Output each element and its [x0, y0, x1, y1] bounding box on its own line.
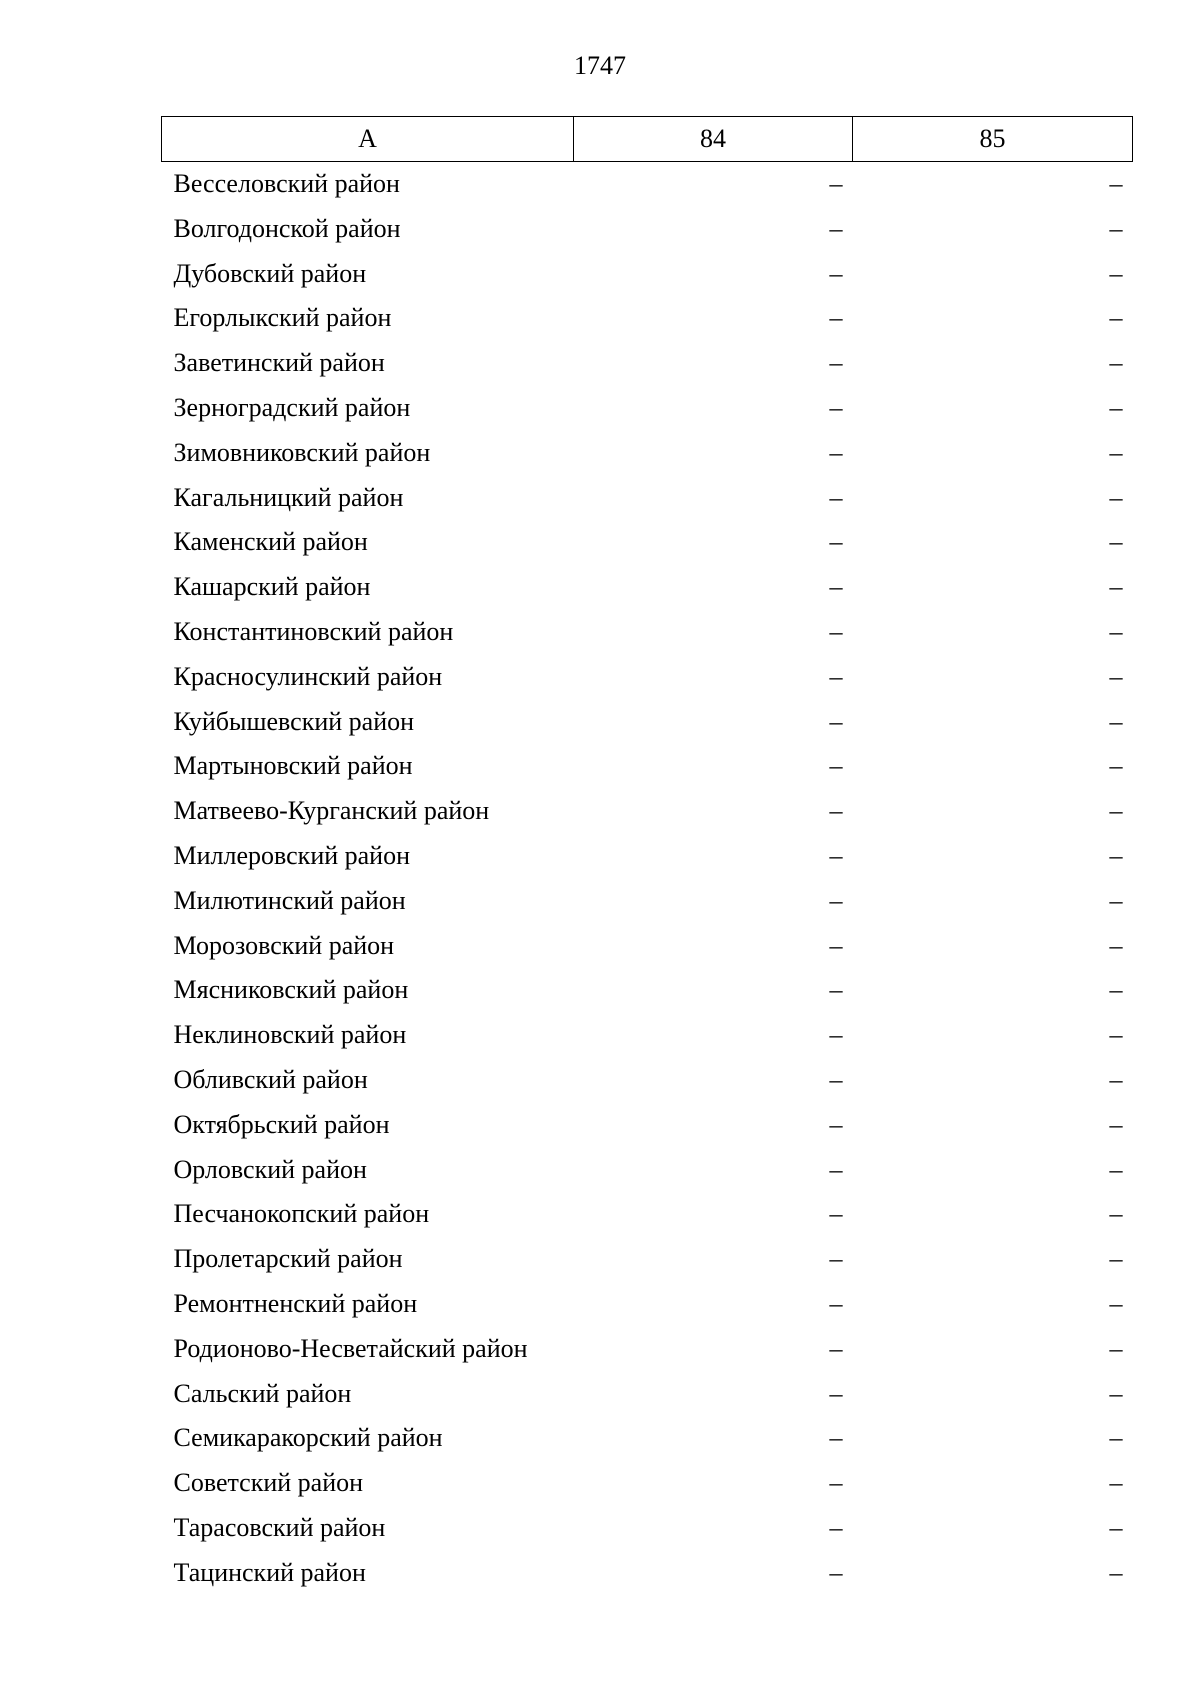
district-name: Неклиновский район: [173, 1020, 407, 1050]
district-name: Обливский район: [173, 1064, 368, 1094]
table-row: [162, 520, 1133, 565]
value-85: –: [1109, 169, 1123, 198]
value-85: –: [1109, 885, 1123, 915]
value-85: –: [1109, 1064, 1123, 1094]
value-85: –: [1109, 930, 1123, 960]
value-85: –: [1109, 258, 1123, 288]
value-85: –: [1109, 1557, 1123, 1587]
table-row: [162, 341, 1133, 386]
table-row: [162, 1416, 1133, 1461]
value-84: –: [829, 1154, 843, 1184]
value-85: –: [1109, 1020, 1123, 1050]
district-name: Песчанокопский район: [173, 1199, 430, 1229]
table-row: [162, 1103, 1133, 1148]
district-name: Заветинский район: [173, 348, 385, 378]
column-header-a: А: [162, 117, 574, 162]
value-84: –: [829, 169, 843, 198]
value-84: –: [829, 1109, 843, 1139]
column-header-85: 85: [853, 117, 1133, 162]
value-84: –: [829, 1378, 843, 1408]
value-85: –: [1109, 1154, 1123, 1184]
value-84: –: [829, 1512, 843, 1542]
district-name: Мартыновский район: [173, 751, 413, 781]
district-name: Пролетарский район: [173, 1244, 403, 1274]
value-85: –: [1109, 661, 1123, 691]
value-85: –: [1109, 1512, 1123, 1542]
table-row: [162, 476, 1133, 521]
table-header-row: [162, 117, 1133, 162]
value-85: –: [1109, 437, 1123, 467]
table-row: [162, 1506, 1133, 1551]
value-84: –: [829, 751, 843, 781]
table-row: [162, 252, 1133, 297]
district-name: Тарасовский район: [173, 1512, 386, 1542]
column-header-84: 84: [574, 117, 853, 162]
district-name: Каменский район: [173, 527, 368, 557]
district-name: Кагальницкий район: [173, 482, 404, 512]
table-row: [162, 1551, 1133, 1596]
table-row: [162, 207, 1133, 252]
value-85: –: [1109, 482, 1123, 512]
table-row: [162, 1058, 1133, 1103]
district-name: Красносулинский район: [173, 661, 443, 691]
value-85: –: [1109, 303, 1123, 333]
value-84: –: [829, 437, 843, 467]
district-name: Весселовский район: [173, 169, 400, 198]
value-85: –: [1109, 213, 1123, 243]
district-table: [161, 116, 1133, 1596]
table-row: [162, 610, 1133, 655]
district-name: Дубовский район: [173, 258, 367, 288]
district-name: Матвеево-Курганский район: [173, 796, 490, 826]
value-84: –: [829, 482, 843, 512]
value-84: –: [829, 885, 843, 915]
district-name: Волгодонской район: [173, 213, 401, 243]
district-name: Орловский район: [173, 1154, 367, 1184]
district-name: Куйбышевский район: [173, 706, 415, 736]
district-name: Морозовский район: [173, 930, 395, 960]
table-body: [162, 162, 1133, 1596]
value-85: –: [1109, 1199, 1123, 1229]
value-84: –: [829, 1199, 843, 1229]
value-84: –: [829, 392, 843, 422]
value-84: –: [829, 572, 843, 602]
district-name: Мясниковский район: [173, 975, 409, 1005]
page-number: 1747: [574, 51, 626, 80]
value-85: –: [1109, 796, 1123, 826]
district-name: Зимовниковский район: [173, 437, 431, 467]
value-85: –: [1109, 706, 1123, 736]
district-name: Милютинский район: [173, 885, 406, 915]
table-row: [162, 789, 1133, 834]
value-84: –: [829, 1423, 843, 1453]
value-84: –: [829, 1020, 843, 1050]
table-row: [162, 1327, 1133, 1372]
district-name: Егорлыкский район: [173, 303, 392, 333]
value-84: –: [829, 1468, 843, 1498]
table-row: [162, 879, 1133, 924]
table-row: [162, 700, 1133, 745]
value-84: –: [829, 1288, 843, 1318]
table-row: [162, 834, 1133, 879]
value-84: –: [829, 840, 843, 870]
value-85: –: [1109, 616, 1123, 646]
value-84: –: [829, 527, 843, 557]
value-84: –: [829, 348, 843, 378]
table-row: [162, 431, 1133, 476]
value-84: –: [829, 1064, 843, 1094]
table-row: [162, 924, 1133, 969]
district-name: Октябрьский район: [173, 1109, 390, 1139]
value-84: –: [829, 661, 843, 691]
value-85: –: [1109, 840, 1123, 870]
value-85: –: [1109, 975, 1123, 1005]
value-85: –: [1109, 1288, 1123, 1318]
district-name: Кашарский район: [173, 572, 371, 602]
table-row: [162, 1237, 1133, 1282]
table-row: [162, 1148, 1133, 1193]
value-84: –: [829, 796, 843, 826]
value-85: –: [1109, 1109, 1123, 1139]
value-84: –: [829, 930, 843, 960]
value-84: –: [829, 616, 843, 646]
district-name: Ремонтненский район: [173, 1288, 418, 1318]
value-85: –: [1109, 1378, 1123, 1408]
table-row: [162, 1013, 1133, 1058]
district-name: Сальский район: [173, 1378, 352, 1408]
table-row: [162, 1192, 1133, 1237]
value-85: –: [1109, 392, 1123, 422]
table-row: [162, 386, 1133, 431]
value-85: –: [1109, 1423, 1123, 1453]
table-row: [162, 162, 1133, 207]
table-row: [162, 565, 1133, 610]
value-84: –: [829, 975, 843, 1005]
value-84: –: [829, 1244, 843, 1274]
district-name: Советский район: [173, 1468, 364, 1498]
value-84: –: [829, 1333, 843, 1363]
table-row: [162, 1282, 1133, 1327]
value-84: –: [829, 258, 843, 288]
value-85: –: [1109, 751, 1123, 781]
table-row: [162, 1372, 1133, 1417]
value-85: –: [1109, 348, 1123, 378]
table-row: [162, 296, 1133, 341]
value-85: –: [1109, 527, 1123, 557]
value-85: –: [1109, 572, 1123, 602]
table-row: [162, 1461, 1133, 1506]
district-name: Константиновский район: [173, 616, 454, 646]
value-84: –: [829, 213, 843, 243]
value-85: –: [1109, 1333, 1123, 1363]
district-name: Родионово-Несветайский район: [173, 1333, 528, 1363]
value-84: –: [829, 1557, 843, 1587]
district-name: Тацинский район: [173, 1557, 366, 1587]
table-row: [162, 968, 1133, 1013]
value-84: –: [829, 706, 843, 736]
value-85: –: [1109, 1244, 1123, 1274]
table-row: [162, 655, 1133, 700]
district-name: Семикаракорский район: [173, 1423, 443, 1453]
table-row: [162, 744, 1133, 789]
value-84: –: [829, 303, 843, 333]
district-name: Миллеровский район: [173, 840, 411, 870]
value-85: –: [1109, 1468, 1123, 1498]
district-name: Зерноградский район: [173, 392, 411, 422]
